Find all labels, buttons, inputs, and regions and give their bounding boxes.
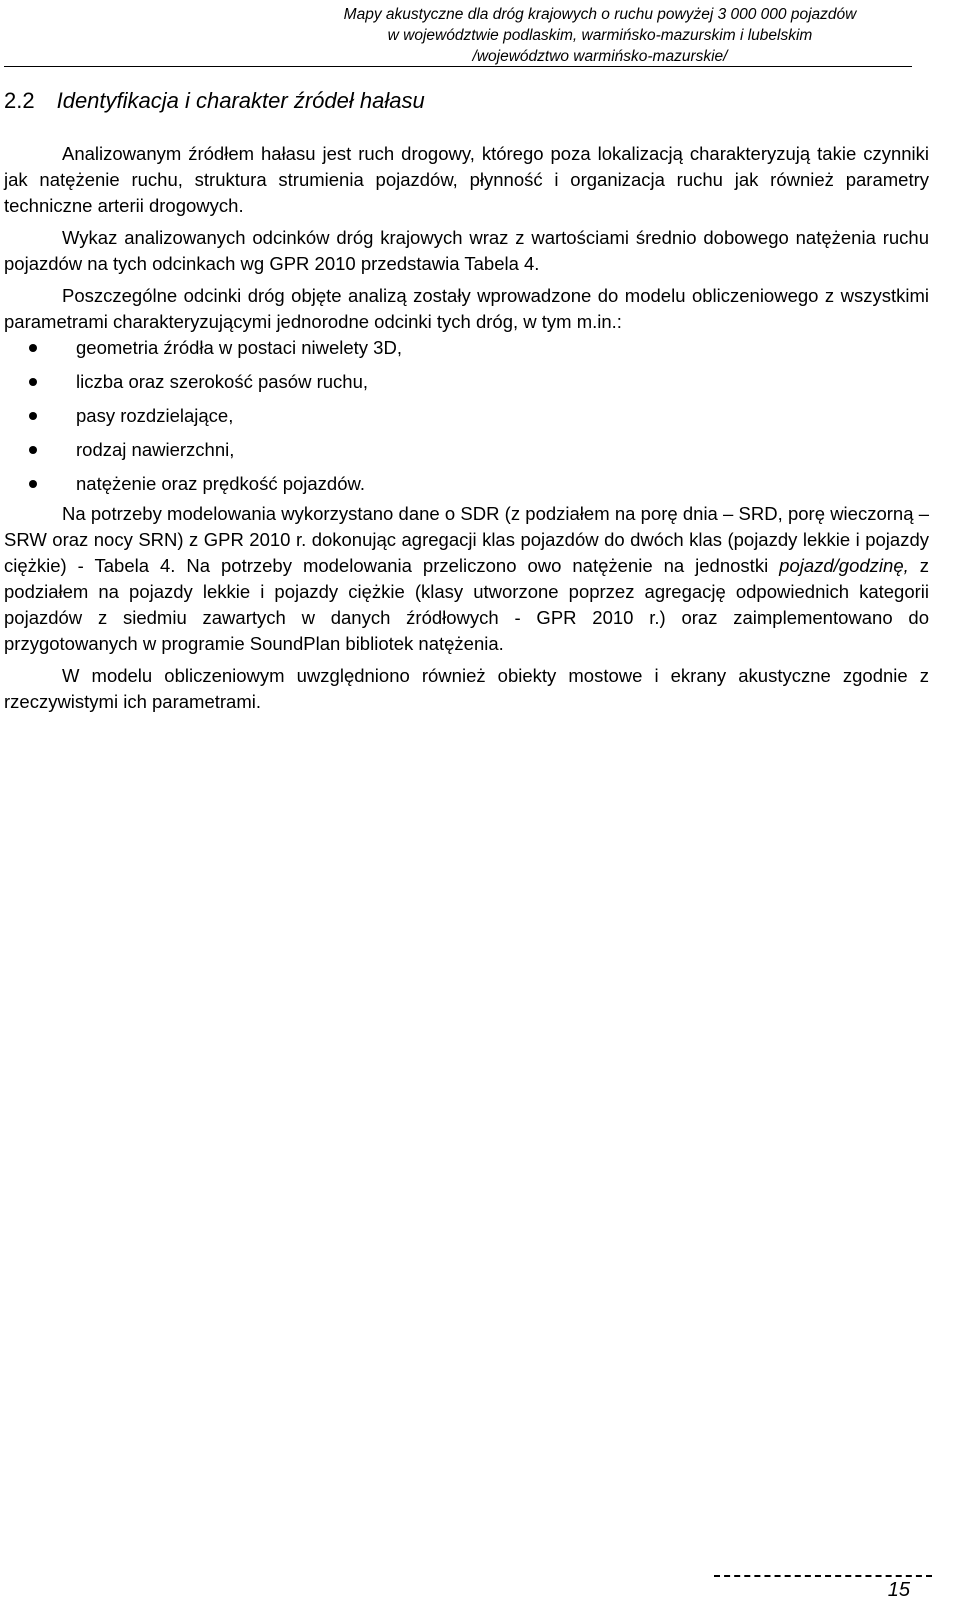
list-item	[4, 437, 929, 471]
paragraph-3: Poszczególne odcinki dróg objęte analizą zostały wprowadzone do modelu obliczeniowego z wszystkimi parametrami charakteryzującymi jednorodne odcinki tych dróg, w tym m.in.:	[4, 285, 929, 332]
bullet-icon	[29, 344, 37, 352]
paragraph-4-start: Na potrzeby modelowania wykorzystano dane o SDR (z podziałem na porę dnia – SRD, porę wieczorną – SRW oraz nocy SRN) z GPR 2010 r. dokonując agregacji klas pojazdów do dwóch klas (pojazdy lekkie i pojazdy ciężkie) - Tabela 4. Na potrzeby modelowania przeliczono owo natężenie na jednostki	[4, 503, 929, 576]
section-heading	[4, 88, 425, 114]
document-body	[4, 141, 929, 721]
bullet-list	[4, 335, 929, 501]
list-item	[4, 403, 929, 437]
list-item-text: pasy rozdzielające,	[76, 405, 234, 426]
header-line-2: w województwie podlaskim, warmińsko-mazurskim i lubelskim	[387, 27, 813, 44]
list-item	[4, 369, 929, 403]
bullet-icon	[29, 412, 37, 420]
section-number: 2.2	[4, 88, 35, 113]
paragraph-2: Wykaz analizowanych odcinków dróg krajowych wraz z wartościami średnio dobowego natężenia ruchu pojazdów na tych odcinkach wg GPR 2010 przedstawia Tabela 4.	[4, 227, 929, 274]
bullet-icon	[29, 446, 37, 454]
header-line-3: /województwo warmińsko-mazurskie/	[472, 48, 728, 65]
bullet-icon	[29, 480, 37, 488]
paragraph-1: Analizowanym źródłem hałasu jest ruch drogowy, którego poza lokalizacją charakteryzują takie czynniki jak natężenie ruchu, struktura strumienia pojazdów, płynność i organizacja ruchu jak również parametry techniczne arterii drogowych.	[4, 143, 929, 216]
header-line-1: Mapy akustyczne dla dróg krajowych o ruchu powyżej 3 000 000 pojazdów	[343, 6, 857, 23]
header-divider	[4, 66, 912, 67]
section-title: Identyfikacja i charakter źródeł hałasu	[56, 88, 425, 113]
list-item-text: rodzaj nawierzchni,	[76, 439, 235, 460]
bullet-icon	[29, 378, 37, 386]
list-item-text: liczba oraz szerokość pasów ruchu,	[76, 371, 369, 392]
paragraph-5: W modelu obliczeniowym uwzględniono również obiekty mostowe i ekrany akustyczne zgodnie z rzeczywistymi ich parametrami.	[4, 665, 929, 712]
paragraph-4-end: z podziałem na pojazdy lekkie i pojazdy ciężkie (klasy utworzone poprzez agregację odpowiednich kategorii pojazdów z siedmiu zawartych w danych źródłowych - GPR 2010 r.) oraz zaimplementowano do przygotowanych w programie SoundPlan bibliotek natężenia.	[4, 555, 929, 654]
page-number: 15	[887, 1579, 910, 1601]
list-item	[4, 335, 929, 369]
paragraph-4	[4, 501, 929, 657]
list-item-text: geometria źródła w postaci niwelety 3D,	[76, 337, 402, 358]
footer-divider	[714, 1575, 932, 1577]
page-header	[280, 4, 920, 67]
list-item	[4, 471, 929, 501]
list-item-text: natężenie oraz prędkość pojazdów.	[76, 473, 365, 494]
paragraph-4-unit: pojazd/godzinę,	[779, 555, 909, 576]
